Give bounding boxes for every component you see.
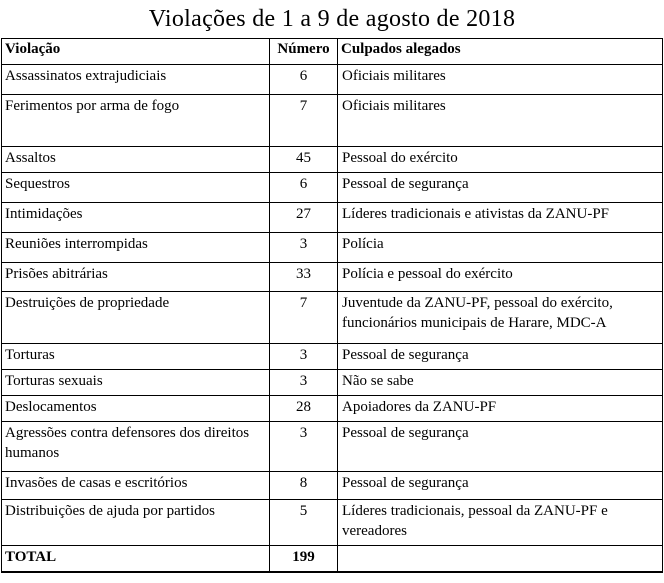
violation-cell: Reuniões interrompidas bbox=[2, 233, 270, 263]
violation-cell: Deslocamentos bbox=[2, 396, 270, 422]
total-perpetrators-cell bbox=[338, 546, 663, 572]
total-label: TOTAL bbox=[2, 546, 270, 572]
table-row bbox=[2, 422, 663, 472]
count-cell: 27 bbox=[270, 203, 338, 233]
violation-cell: Prisões abitrárias bbox=[2, 263, 270, 292]
count-cell: 6 bbox=[270, 65, 338, 95]
violation-cell: Invasões de casas e escritórios bbox=[2, 472, 270, 500]
count-cell: 3 bbox=[270, 422, 338, 472]
table-row bbox=[2, 472, 663, 500]
perpetrators-cell: Pessoal de segurança bbox=[338, 422, 663, 472]
violations-table bbox=[1, 38, 663, 573]
count-cell: 28 bbox=[270, 396, 338, 422]
perpetrators-cell: Pessoal do exército bbox=[338, 147, 663, 173]
count-cell: 3 bbox=[270, 370, 338, 396]
perpetrators-cell: Oficiais militares bbox=[338, 65, 663, 95]
perpetrators-cell: Apoiadores da ZANU-PF bbox=[338, 396, 663, 422]
violation-cell: Torturas sexuais bbox=[2, 370, 270, 396]
perpetrators-cell: Líderes tradicionais, pessoal da ZANU-PF e vereadores bbox=[338, 500, 663, 546]
table-row bbox=[2, 263, 663, 292]
perpetrators-cell: Pessoal de segurança bbox=[338, 173, 663, 203]
count-cell: 7 bbox=[270, 95, 338, 147]
table-row bbox=[2, 95, 663, 147]
violation-cell: Agressões contra defensores dos direitos humanos bbox=[2, 422, 270, 472]
column-header-violacao: Violação bbox=[2, 39, 270, 65]
table-row bbox=[2, 344, 663, 370]
column-header-numero: Número bbox=[270, 39, 338, 65]
column-header-culpados: Culpados alegados bbox=[338, 39, 663, 65]
table-row bbox=[2, 147, 663, 173]
table-row bbox=[2, 173, 663, 203]
table-row bbox=[2, 65, 663, 95]
table-row bbox=[2, 396, 663, 422]
perpetrators-cell: Não se sabe bbox=[338, 370, 663, 396]
violation-cell: Ferimentos por arma de fogo bbox=[2, 95, 270, 147]
table-row bbox=[2, 370, 663, 396]
count-cell: 8 bbox=[270, 472, 338, 500]
violation-cell: Distribuições de ajuda por partidos bbox=[2, 500, 270, 546]
total-row bbox=[2, 546, 663, 572]
perpetrators-cell: Juventude da ZANU-PF, pessoal do exército, funcionários municipais de Harare, MDC-A bbox=[338, 292, 663, 344]
perpetrators-cell: Pessoal de segurança bbox=[338, 344, 663, 370]
violation-cell: Assassinatos extrajudiciais bbox=[2, 65, 270, 95]
violation-cell: Destruições de propriedade bbox=[2, 292, 270, 344]
count-cell: 6 bbox=[270, 173, 338, 203]
table-row bbox=[2, 500, 663, 546]
count-cell: 45 bbox=[270, 147, 338, 173]
count-cell: 7 bbox=[270, 292, 338, 344]
perpetrators-cell: Pessoal de segurança bbox=[338, 472, 663, 500]
violation-cell: Sequestros bbox=[2, 173, 270, 203]
perpetrators-cell: Polícia e pessoal do exército bbox=[338, 263, 663, 292]
perpetrators-cell: Oficiais militares bbox=[338, 95, 663, 147]
count-cell: 5 bbox=[270, 500, 338, 546]
perpetrators-cell: Líderes tradicionais e ativistas da ZANU-PF bbox=[338, 203, 663, 233]
table-row bbox=[2, 203, 663, 233]
violation-cell: Torturas bbox=[2, 344, 270, 370]
count-cell: 3 bbox=[270, 233, 338, 263]
perpetrators-cell: Polícia bbox=[338, 233, 663, 263]
page-title: Violações de 1 a 9 de agosto de 2018 bbox=[148, 6, 516, 32]
table-header-row bbox=[2, 39, 663, 65]
table-row bbox=[2, 292, 663, 344]
table-row bbox=[2, 233, 663, 263]
count-cell: 33 bbox=[270, 263, 338, 292]
total-count: 199 bbox=[270, 546, 338, 572]
violation-cell: Assaltos bbox=[2, 147, 270, 173]
violation-cell: Intimidações bbox=[2, 203, 270, 233]
count-cell: 3 bbox=[270, 344, 338, 370]
